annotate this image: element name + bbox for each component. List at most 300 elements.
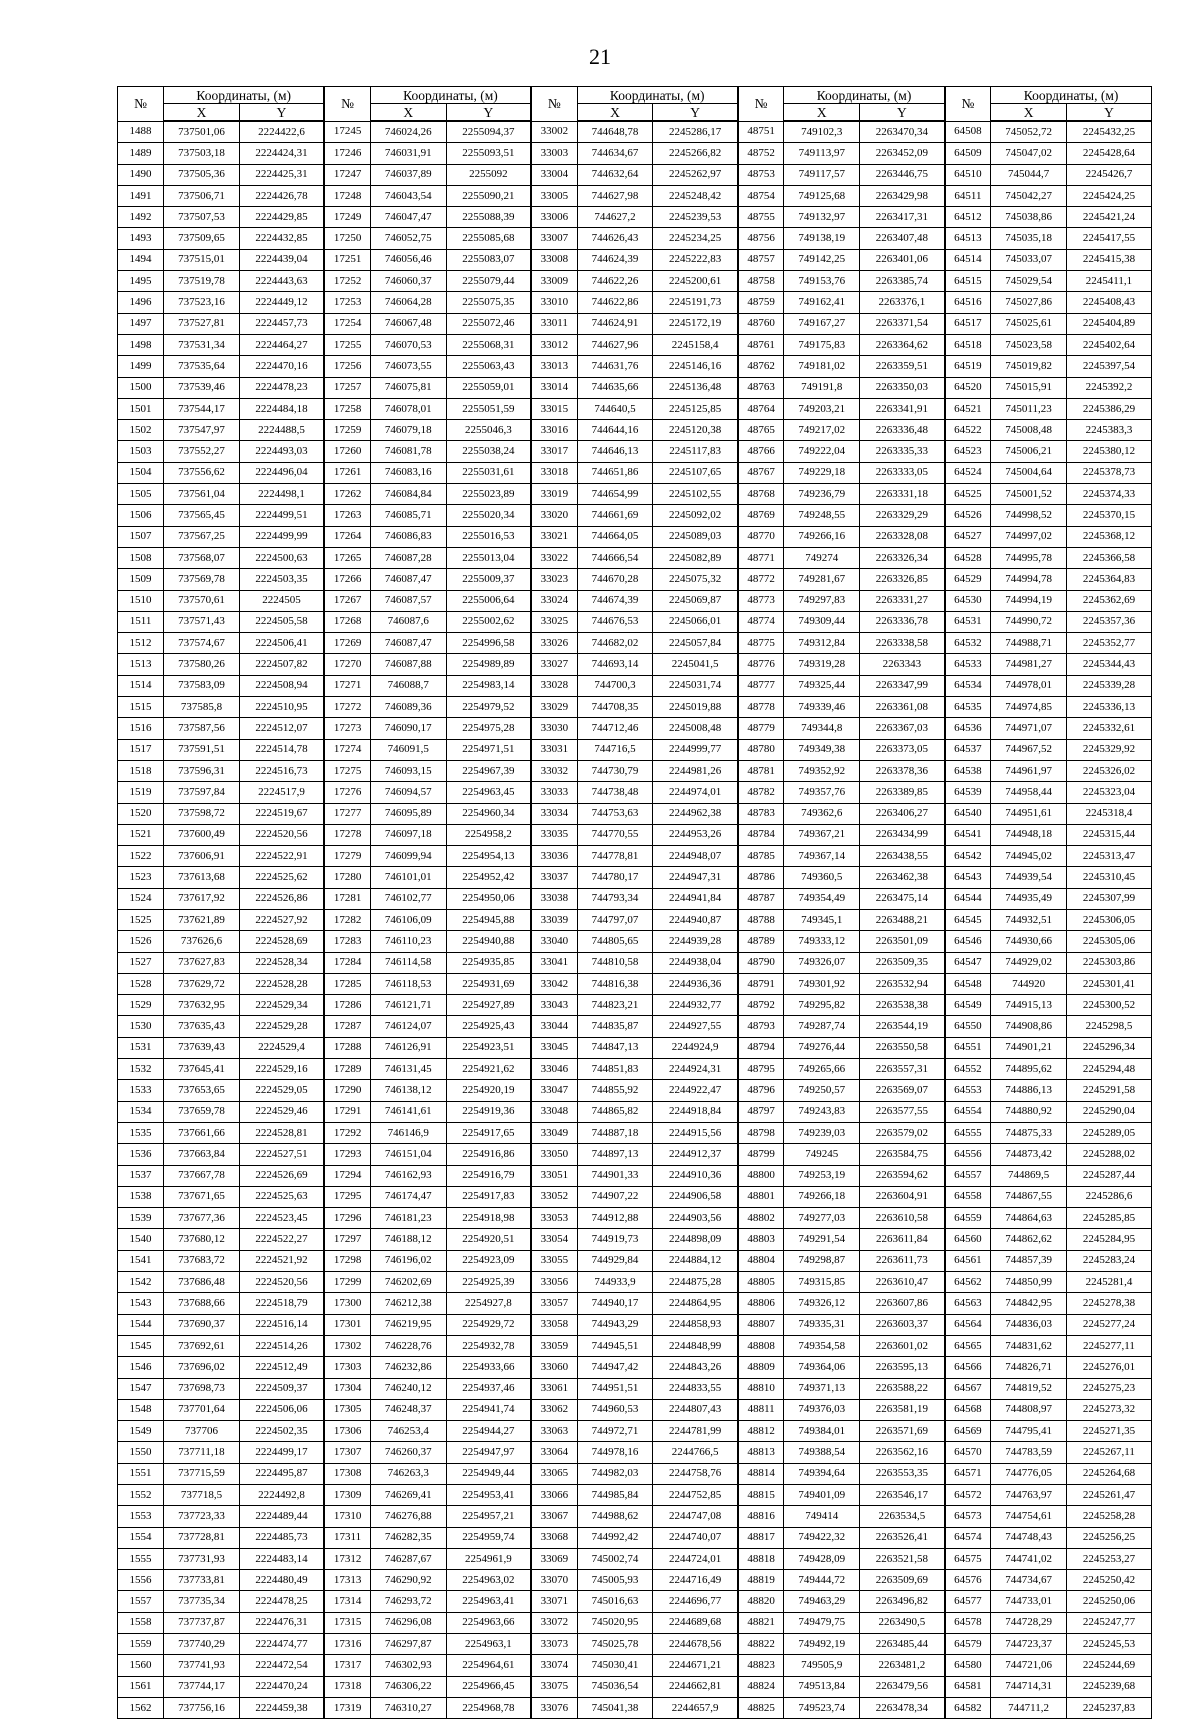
table-row <box>118 654 1152 675</box>
x-coordinate: 745030,41 <box>577 1655 653 1676</box>
y-coordinate: 2245117,83 <box>653 441 738 462</box>
y-coordinate: 2263569,07 <box>860 1080 945 1101</box>
x-coordinate: 737565,45 <box>164 505 240 526</box>
point-number: 1517 <box>118 739 164 760</box>
y-coordinate: 2245303,86 <box>1066 952 1151 973</box>
point-number: 17273 <box>324 718 370 739</box>
x-coordinate: 737613,68 <box>164 867 240 888</box>
x-coordinate: 746052,75 <box>370 228 446 249</box>
y-coordinate: 2255093,51 <box>446 143 531 164</box>
y-coordinate: 2224514,26 <box>239 1335 324 1356</box>
x-coordinate: 737692,61 <box>164 1335 240 1356</box>
y-coordinate: 2263546,17 <box>860 1485 945 1506</box>
x-coordinate: 744664,05 <box>577 526 653 547</box>
x-coordinate: 746087,47 <box>370 633 446 654</box>
point-number: 48758 <box>738 271 784 292</box>
x-coordinate: 749277,03 <box>784 1208 860 1229</box>
y-coordinate: 2244747,08 <box>653 1506 738 1527</box>
point-number: 48811 <box>738 1399 784 1420</box>
y-coordinate: 2224514,78 <box>239 739 324 760</box>
point-number: 48772 <box>738 569 784 590</box>
point-number: 1541 <box>118 1250 164 1271</box>
x-coordinate: 737570,61 <box>164 590 240 611</box>
x-coordinate: 749243,83 <box>784 1101 860 1122</box>
x-coordinate: 749239,03 <box>784 1122 860 1143</box>
point-number: 17303 <box>324 1357 370 1378</box>
y-coordinate: 2254963,66 <box>446 1612 531 1633</box>
y-coordinate: 2255009,37 <box>446 569 531 590</box>
y-coordinate: 2245102,55 <box>653 484 738 505</box>
point-number: 48819 <box>738 1570 784 1591</box>
x-coordinate: 744776,05 <box>991 1463 1067 1484</box>
x-coordinate: 745041,38 <box>577 1697 653 1718</box>
x-coordinate: 749245 <box>784 1144 860 1165</box>
y-coordinate: 2244689,68 <box>653 1612 738 1633</box>
table-row <box>118 888 1152 909</box>
x-coordinate: 749132,97 <box>784 207 860 228</box>
y-coordinate: 2254971,51 <box>446 739 531 760</box>
point-number: 33046 <box>531 1059 577 1080</box>
y-coordinate: 2263603,37 <box>860 1314 945 1335</box>
point-number: 1551 <box>118 1463 164 1484</box>
x-coordinate: 744929,84 <box>577 1250 653 1271</box>
y-coordinate: 2245296,34 <box>1066 1037 1151 1058</box>
x-coordinate: 746091,5 <box>370 739 446 760</box>
point-number: 64581 <box>945 1676 991 1697</box>
y-coordinate: 2254923,09 <box>446 1250 531 1271</box>
coords-header: Координаты, (м) <box>370 87 531 104</box>
point-number: 48809 <box>738 1357 784 1378</box>
y-coordinate: 2254996,58 <box>446 633 531 654</box>
x-coordinate: 737731,93 <box>164 1548 240 1569</box>
x-coordinate: 737723,33 <box>164 1506 240 1527</box>
x-coordinate: 744995,78 <box>991 547 1067 568</box>
y-coordinate: 2255059,01 <box>446 377 531 398</box>
point-number: 48816 <box>738 1506 784 1527</box>
y-coordinate: 2224422,6 <box>239 121 324 143</box>
point-number: 1500 <box>118 377 164 398</box>
point-number: 48757 <box>738 249 784 270</box>
point-number: 64555 <box>945 1122 991 1143</box>
y-coordinate: 2263550,58 <box>860 1037 945 1058</box>
y-coordinate: 2244981,26 <box>653 760 738 781</box>
point-number: 1529 <box>118 995 164 1016</box>
point-number: 17277 <box>324 803 370 824</box>
x-coordinate: 746085,71 <box>370 505 446 526</box>
point-number: 1502 <box>118 420 164 441</box>
point-number: 1538 <box>118 1186 164 1207</box>
y-header: Y <box>239 104 324 122</box>
point-number: 1494 <box>118 249 164 270</box>
y-coordinate: 2263579,02 <box>860 1122 945 1143</box>
point-number: 33016 <box>531 420 577 441</box>
point-number: 64560 <box>945 1229 991 1250</box>
x-header: X <box>164 104 240 122</box>
x-coordinate: 746196,02 <box>370 1250 446 1271</box>
point-number: 17292 <box>324 1122 370 1143</box>
y-coordinate: 2245031,74 <box>653 675 738 696</box>
x-coordinate: 744971,07 <box>991 718 1067 739</box>
x-coordinate: 749352,92 <box>784 760 860 781</box>
y-coordinate: 2244922,47 <box>653 1080 738 1101</box>
point-number: 33021 <box>531 526 577 547</box>
y-coordinate: 2245336,13 <box>1066 697 1151 718</box>
x-coordinate: 744646,13 <box>577 441 653 462</box>
x-coordinate: 749364,06 <box>784 1357 860 1378</box>
y-coordinate: 2224489,44 <box>239 1506 324 1527</box>
point-number: 33051 <box>531 1165 577 1186</box>
y-coordinate: 2263331,27 <box>860 590 945 611</box>
point-number: 33053 <box>531 1208 577 1229</box>
point-number: 17257 <box>324 377 370 398</box>
x-coordinate: 745006,21 <box>991 441 1067 462</box>
point-number: 48820 <box>738 1591 784 1612</box>
x-coordinate: 744627,98 <box>577 185 653 206</box>
x-coordinate: 746089,36 <box>370 697 446 718</box>
x-coordinate: 744864,63 <box>991 1208 1067 1229</box>
y-coordinate: 2245408,43 <box>1066 292 1151 313</box>
y-coordinate: 2263509,69 <box>860 1570 945 1591</box>
y-coordinate: 2263331,18 <box>860 484 945 505</box>
x-coordinate: 744967,52 <box>991 739 1067 760</box>
y-coordinate: 2245146,16 <box>653 356 738 377</box>
x-coordinate: 744862,62 <box>991 1229 1067 1250</box>
point-number: 1559 <box>118 1634 164 1655</box>
y-coordinate: 2254960,34 <box>446 803 531 824</box>
y-coordinate: 2245378,73 <box>1066 462 1151 483</box>
table-row <box>118 931 1152 952</box>
x-coordinate: 744816,38 <box>577 973 653 994</box>
x-coordinate: 737539,46 <box>164 377 240 398</box>
x-coordinate: 737580,26 <box>164 654 240 675</box>
y-coordinate: 2254925,43 <box>446 1016 531 1037</box>
point-number: 1515 <box>118 697 164 718</box>
point-number: 33020 <box>531 505 577 526</box>
x-coordinate: 745015,91 <box>991 377 1067 398</box>
point-number: 48806 <box>738 1293 784 1314</box>
y-coordinate: 2224525,62 <box>239 867 324 888</box>
y-coordinate: 2254967,39 <box>446 760 531 781</box>
x-coordinate: 744933,9 <box>577 1272 653 1293</box>
x-coordinate: 744897,13 <box>577 1144 653 1165</box>
table-row <box>118 739 1152 760</box>
x-coordinate: 744693,14 <box>577 654 653 675</box>
table-row <box>118 1378 1152 1399</box>
y-coordinate: 2244833,55 <box>653 1378 738 1399</box>
x-coordinate: 746282,35 <box>370 1527 446 1548</box>
y-coordinate: 2224505,58 <box>239 611 324 632</box>
y-coordinate: 2254957,21 <box>446 1506 531 1527</box>
point-number: 17248 <box>324 185 370 206</box>
point-number: 48807 <box>738 1314 784 1335</box>
x-coordinate: 737667,78 <box>164 1165 240 1186</box>
table-row <box>118 462 1152 483</box>
point-number: 1523 <box>118 867 164 888</box>
x-coordinate: 737597,84 <box>164 782 240 803</box>
point-number: 17260 <box>324 441 370 462</box>
point-number: 17306 <box>324 1421 370 1442</box>
x-coordinate: 746094,57 <box>370 782 446 803</box>
page-number: 21 <box>589 44 611 69</box>
x-coordinate: 737696,02 <box>164 1357 240 1378</box>
x-coordinate: 744947,42 <box>577 1357 653 1378</box>
point-number: 48808 <box>738 1335 784 1356</box>
point-number: 64556 <box>945 1144 991 1165</box>
table-header <box>118 87 1152 122</box>
point-number: 17286 <box>324 995 370 1016</box>
point-number: 48824 <box>738 1676 784 1697</box>
point-number: 48795 <box>738 1059 784 1080</box>
x-coordinate: 745038,86 <box>991 207 1067 228</box>
y-coordinate: 2263544,19 <box>860 1016 945 1037</box>
y-coordinate: 2254916,79 <box>446 1165 531 1186</box>
x-coordinate: 745002,74 <box>577 1548 653 1569</box>
y-coordinate: 2244781,99 <box>653 1421 738 1442</box>
y-coordinate: 2245261,47 <box>1066 1485 1151 1506</box>
y-coordinate: 2255023,89 <box>446 484 531 505</box>
x-coordinate: 744929,02 <box>991 952 1067 973</box>
point-number: 1535 <box>118 1122 164 1143</box>
x-coordinate: 744795,41 <box>991 1421 1067 1442</box>
point-number: 1536 <box>118 1144 164 1165</box>
y-coordinate: 2254966,45 <box>446 1676 531 1697</box>
y-coordinate: 2224496,04 <box>239 462 324 483</box>
point-number: 33047 <box>531 1080 577 1101</box>
y-coordinate: 2245262,97 <box>653 164 738 185</box>
x-coordinate: 749181,02 <box>784 356 860 377</box>
point-number: 17291 <box>324 1101 370 1122</box>
x-coordinate: 744943,29 <box>577 1314 653 1335</box>
x-coordinate: 744716,5 <box>577 739 653 760</box>
x-coordinate: 746067,48 <box>370 313 446 334</box>
y-coordinate: 2245380,12 <box>1066 441 1151 462</box>
point-number: 1561 <box>118 1676 164 1697</box>
x-coordinate: 744644,16 <box>577 420 653 441</box>
y-coordinate: 2245352,77 <box>1066 633 1151 654</box>
coordinates-table <box>117 86 1152 1719</box>
point-number: 17312 <box>324 1548 370 1569</box>
point-number: 17256 <box>324 356 370 377</box>
point-number: 17283 <box>324 931 370 952</box>
y-coordinate: 2254954,13 <box>446 846 531 867</box>
point-number: 33033 <box>531 782 577 803</box>
point-number: 17287 <box>324 1016 370 1037</box>
point-number: 33007 <box>531 228 577 249</box>
point-number: 48753 <box>738 164 784 185</box>
x-coordinate: 749274 <box>784 547 860 568</box>
y-coordinate: 2263604,91 <box>860 1186 945 1207</box>
y-coordinate: 2263333,05 <box>860 462 945 483</box>
point-number: 17310 <box>324 1506 370 1527</box>
y-coordinate: 2254945,88 <box>446 909 531 930</box>
y-coordinate: 2244758,76 <box>653 1463 738 1484</box>
x-coordinate: 749505,9 <box>784 1655 860 1676</box>
table-row <box>118 164 1152 185</box>
x-coordinate: 744627,96 <box>577 334 653 355</box>
x-coordinate: 737706 <box>164 1421 240 1442</box>
point-number: 1560 <box>118 1655 164 1676</box>
x-coordinate: 745029,54 <box>991 271 1067 292</box>
y-coordinate: 2224529,46 <box>239 1101 324 1122</box>
point-number: 33012 <box>531 334 577 355</box>
table-row <box>118 1442 1152 1463</box>
point-number: 1534 <box>118 1101 164 1122</box>
y-coordinate: 2254968,78 <box>446 1697 531 1718</box>
x-coordinate: 749388,54 <box>784 1442 860 1463</box>
y-coordinate: 2245041,5 <box>653 654 738 675</box>
table-row <box>118 782 1152 803</box>
point-number: 48787 <box>738 888 784 909</box>
x-coordinate: 744912,88 <box>577 1208 653 1229</box>
x-coordinate: 744958,44 <box>991 782 1067 803</box>
x-coordinate: 749326,07 <box>784 952 860 973</box>
table-row <box>118 1421 1152 1442</box>
point-number: 33035 <box>531 824 577 845</box>
point-number: 1533 <box>118 1080 164 1101</box>
x-coordinate: 744700,3 <box>577 675 653 696</box>
point-number: 33061 <box>531 1378 577 1399</box>
y-coordinate: 2244974,01 <box>653 782 738 803</box>
y-coordinate: 2224507,82 <box>239 654 324 675</box>
x-coordinate: 744826,71 <box>991 1357 1067 1378</box>
y-coordinate: 2263367,03 <box>860 718 945 739</box>
y-coordinate: 2244766,5 <box>653 1442 738 1463</box>
x-coordinate: 746031,91 <box>370 143 446 164</box>
point-number: 33037 <box>531 867 577 888</box>
y-coordinate: 2244864,95 <box>653 1293 738 1314</box>
point-number: 33006 <box>531 207 577 228</box>
y-coordinate: 2245290,04 <box>1066 1101 1151 1122</box>
point-number: 33024 <box>531 590 577 611</box>
y-coordinate: 2263595,13 <box>860 1357 945 1378</box>
point-number: 64542 <box>945 846 991 867</box>
x-coordinate: 746260,37 <box>370 1442 446 1463</box>
x-coordinate: 749276,44 <box>784 1037 860 1058</box>
y-coordinate: 2263538,38 <box>860 995 945 1016</box>
x-coordinate: 737688,66 <box>164 1293 240 1314</box>
y-coordinate: 2263336,48 <box>860 420 945 441</box>
point-number: 17252 <box>324 271 370 292</box>
x-coordinate: 746131,45 <box>370 1059 446 1080</box>
y-coordinate: 2254920,51 <box>446 1229 531 1250</box>
table-row <box>118 1314 1152 1335</box>
y-coordinate: 2254920,19 <box>446 1080 531 1101</box>
point-number: 1490 <box>118 164 164 185</box>
y-coordinate: 2245326,02 <box>1066 760 1151 781</box>
x-coordinate: 744723,37 <box>991 1634 1067 1655</box>
point-number: 48771 <box>738 547 784 568</box>
point-number: 17315 <box>324 1612 370 1633</box>
y-coordinate: 2245125,85 <box>653 398 738 419</box>
y-coordinate: 2254953,41 <box>446 1485 531 1506</box>
y-coordinate: 2224519,67 <box>239 803 324 824</box>
point-number: 1520 <box>118 803 164 824</box>
table-row <box>118 1485 1152 1506</box>
x-coordinate: 744978,01 <box>991 675 1067 696</box>
point-number: 64551 <box>945 1037 991 1058</box>
point-number: 48801 <box>738 1186 784 1207</box>
x-coordinate: 749357,76 <box>784 782 860 803</box>
point-number: 1513 <box>118 654 164 675</box>
point-number: 1545 <box>118 1335 164 1356</box>
point-number: 17285 <box>324 973 370 994</box>
point-number: 64577 <box>945 1591 991 1612</box>
point-number: 33003 <box>531 143 577 164</box>
y-coordinate: 2224528,69 <box>239 931 324 952</box>
y-coordinate: 2263490,5 <box>860 1612 945 1633</box>
y-coordinate: 2245288,02 <box>1066 1144 1151 1165</box>
point-number: 33002 <box>531 121 577 143</box>
point-number: 17275 <box>324 760 370 781</box>
y-coordinate: 2245234,25 <box>653 228 738 249</box>
point-number: 64552 <box>945 1059 991 1080</box>
num-header: № <box>531 87 577 122</box>
y-coordinate: 2263521,58 <box>860 1548 945 1569</box>
x-coordinate: 746269,41 <box>370 1485 446 1506</box>
table-row <box>118 633 1152 654</box>
y-coordinate: 2244848,99 <box>653 1335 738 1356</box>
point-number: 33064 <box>531 1442 577 1463</box>
y-coordinate: 2224426,78 <box>239 185 324 206</box>
y-coordinate: 2224429,85 <box>239 207 324 228</box>
point-number: 48805 <box>738 1272 784 1293</box>
point-number: 17307 <box>324 1442 370 1463</box>
x-coordinate: 746138,12 <box>370 1080 446 1101</box>
point-number: 33058 <box>531 1314 577 1335</box>
point-number: 64569 <box>945 1421 991 1442</box>
y-coordinate: 2245267,11 <box>1066 1442 1151 1463</box>
x-coordinate: 746106,09 <box>370 909 446 930</box>
point-number: 1537 <box>118 1165 164 1186</box>
x-coordinate: 744763,97 <box>991 1485 1067 1506</box>
table-row <box>118 207 1152 228</box>
point-number: 48776 <box>738 654 784 675</box>
y-coordinate: 2224500,63 <box>239 547 324 568</box>
x-coordinate: 749492,19 <box>784 1634 860 1655</box>
point-number: 17269 <box>324 633 370 654</box>
table-row <box>118 1144 1152 1165</box>
y-coordinate: 2263373,05 <box>860 739 945 760</box>
point-number: 33004 <box>531 164 577 185</box>
y-coordinate: 2245310,45 <box>1066 867 1151 888</box>
y-coordinate: 2263488,21 <box>860 909 945 930</box>
table-row <box>118 1399 1152 1420</box>
y-coordinate: 2224508,94 <box>239 675 324 696</box>
point-number: 33026 <box>531 633 577 654</box>
y-coordinate: 2263475,14 <box>860 888 945 909</box>
point-number: 1495 <box>118 271 164 292</box>
point-number: 64557 <box>945 1165 991 1186</box>
x-coordinate: 746079,18 <box>370 420 446 441</box>
y-coordinate: 2244948,07 <box>653 846 738 867</box>
y-coordinate: 2254923,51 <box>446 1037 531 1058</box>
x-coordinate: 737556,62 <box>164 462 240 483</box>
y-coordinate: 2263364,62 <box>860 334 945 355</box>
point-number: 17304 <box>324 1378 370 1399</box>
x-coordinate: 749362,6 <box>784 803 860 824</box>
point-number: 17309 <box>324 1485 370 1506</box>
x-coordinate: 744960,53 <box>577 1399 653 1420</box>
point-number: 48778 <box>738 697 784 718</box>
x-coordinate: 746060,37 <box>370 271 446 292</box>
table-row <box>118 1186 1152 1207</box>
y-coordinate: 2263401,06 <box>860 249 945 270</box>
x-coordinate: 749167,27 <box>784 313 860 334</box>
y-coordinate: 2245366,58 <box>1066 547 1151 568</box>
y-coordinate: 2254950,06 <box>446 888 531 909</box>
x-header: X <box>577 104 653 122</box>
point-number: 64578 <box>945 1612 991 1633</box>
